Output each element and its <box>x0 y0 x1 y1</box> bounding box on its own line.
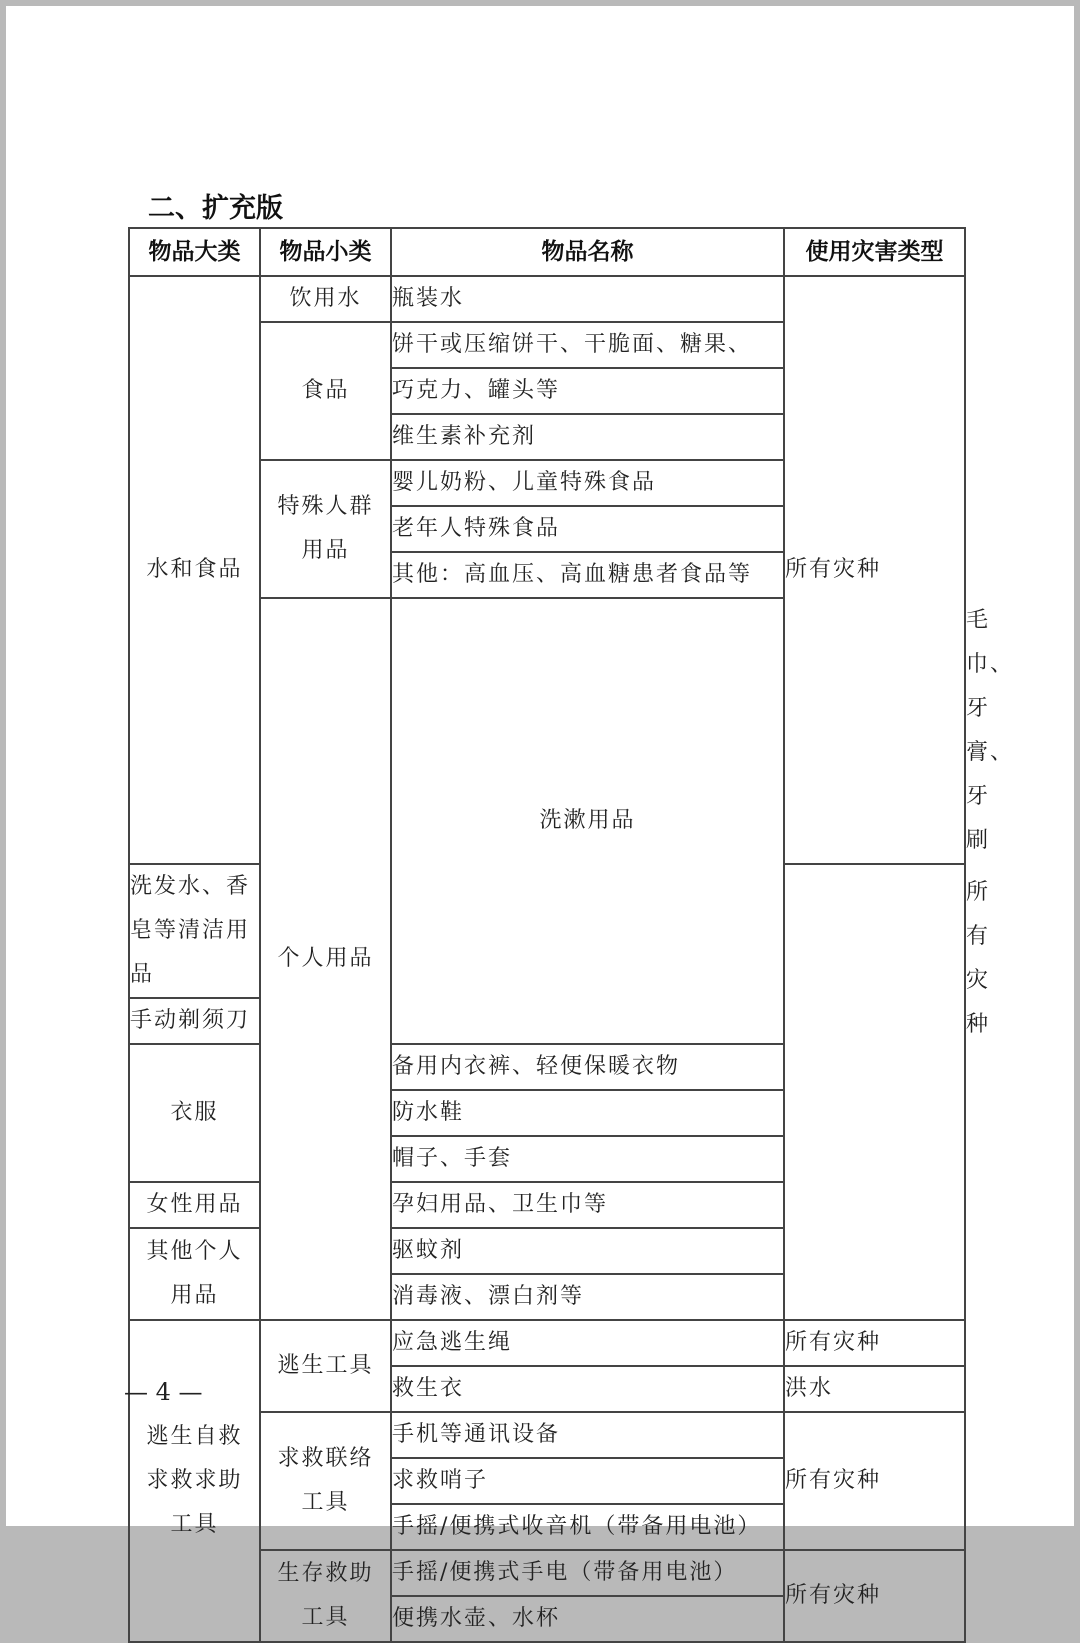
item-name-cell: 备用内衣裤、轻便保暖衣物 <box>391 1044 784 1090</box>
hazard-cell: 所有灾种 <box>784 1550 965 1642</box>
table-row <box>129 1044 965 1090</box>
table-row <box>129 1228 965 1274</box>
item-name-cell: 饼干或压缩饼干、干脆面、糖果、 <box>391 322 784 368</box>
subcategory-cell <box>129 1044 260 1182</box>
category-cell <box>260 598 391 1320</box>
table-header-row <box>129 228 965 276</box>
subcategory-line: 衣服 <box>170 1100 219 1125</box>
item-name-cell: 便携水壶、水杯 <box>391 1596 784 1642</box>
subcategory-line: 其他个人 <box>146 1239 243 1264</box>
subcategory-line: 求救联络 <box>277 1446 374 1471</box>
header-hazard-type: 使用灾害类型 <box>784 228 965 276</box>
item-name-cell: 孕妇用品、卫生巾等 <box>391 1182 784 1228</box>
item-name-cell: 巧克力、罐头等 <box>391 368 784 414</box>
subcategory-cell <box>260 460 391 598</box>
category-line: 水和食品 <box>146 557 243 582</box>
header-category: 物品大类 <box>129 228 260 276</box>
subcategory-cell <box>129 1228 260 1320</box>
item-name-cell: 防水鞋 <box>391 1090 784 1136</box>
document-page <box>6 6 1074 1631</box>
category-line: 个人用品 <box>277 946 374 971</box>
subcategory-line: 逃生工具 <box>277 1353 374 1378</box>
page-number: — 4 — <box>124 1378 203 1406</box>
subcategory-line: 工具 <box>301 1605 350 1630</box>
header-item-name: 物品名称 <box>391 228 784 276</box>
item-name-cell: 洗发水、香皂等清洁用品 <box>129 864 260 998</box>
hazard-cell: 所有灾种 <box>784 1412 965 1550</box>
category-cell <box>129 1320 260 1642</box>
item-name-cell: 消毒液、漂白剂等 <box>391 1274 784 1320</box>
subcategory-line: 用品 <box>170 1283 219 1308</box>
item-name-cell: 求救哨子 <box>391 1458 784 1504</box>
item-name-cell: 手机等通讯设备 <box>391 1412 784 1458</box>
subcategory-line: 饮用水 <box>289 286 362 311</box>
table-row <box>129 276 965 322</box>
item-name-cell: 其他：高血压、高血糖患者食品等 <box>391 552 784 598</box>
item-name-cell: 帽子、手套 <box>391 1136 784 1182</box>
item-name-cell: 婴儿奶粉、儿童特殊食品 <box>391 460 784 506</box>
item-name-cell: 应急逃生绳 <box>391 1320 784 1366</box>
table-row: 个人用品 洗漱用品 毛巾、牙膏、牙刷 所有灾种 <box>129 598 965 864</box>
subcategory-line: 特殊人群 <box>277 494 374 519</box>
hazard-cell: 所有灾种 <box>784 1320 965 1366</box>
hazard-cell: 洪水 <box>784 1366 965 1412</box>
subcategory-cell <box>260 1412 391 1550</box>
subcategory-cell <box>391 598 784 1044</box>
category-cell <box>129 276 260 864</box>
table-row <box>129 1182 965 1228</box>
item-name-cell: 手摇/便携式收音机（带备用电池） <box>391 1504 784 1550</box>
subcategory-line: 用品 <box>301 538 350 563</box>
category-line: 工具 <box>170 1512 219 1537</box>
subcategory-line: 女性用品 <box>146 1192 243 1217</box>
subcategory-cell <box>260 1320 391 1412</box>
section-title: 二、扩充版 <box>148 193 283 224</box>
item-name-cell: 手动剃须刀 <box>129 998 260 1044</box>
subcategory-cell <box>129 1182 260 1228</box>
category-line: 求救求助 <box>146 1468 243 1493</box>
subcategory-line: 生存救助 <box>277 1561 374 1586</box>
subcategory-cell <box>260 276 391 322</box>
subcategory-line: 食品 <box>301 378 350 403</box>
header-subcategory: 物品小类 <box>260 228 391 276</box>
subcategory-line: 洗漱用品 <box>539 808 636 833</box>
subcategory-cell <box>260 1550 391 1642</box>
subcategory-cell <box>260 322 391 460</box>
item-name-cell: 驱蚊剂 <box>391 1228 784 1274</box>
table-row <box>129 1320 965 1366</box>
item-name-cell: 手摇/便携式手电（带备用电池） <box>391 1550 784 1596</box>
item-name-cell: 瓶装水 <box>391 276 784 322</box>
item-name-cell: 维生素补充剂 <box>391 414 784 460</box>
item-name-cell: 老年人特殊食品 <box>391 506 784 552</box>
category-line: 逃生自救 <box>146 1424 243 1449</box>
subcategory-line: 工具 <box>301 1490 350 1515</box>
hazard-cell: 所有灾种 <box>784 276 965 864</box>
item-name-cell: 救生衣 <box>391 1366 784 1412</box>
supplies-table <box>128 227 1015 1643</box>
